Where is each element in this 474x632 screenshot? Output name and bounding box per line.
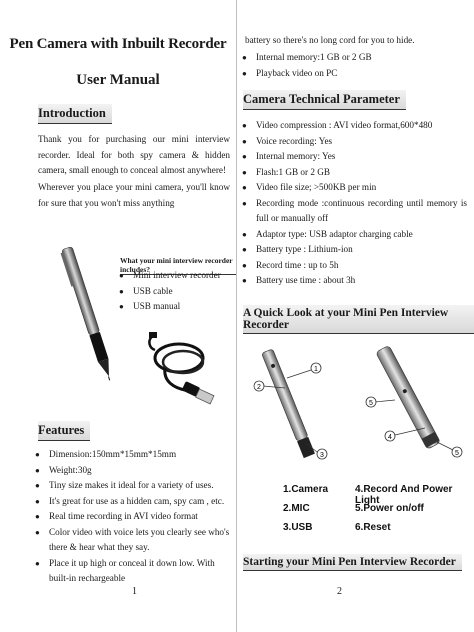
bullet-icon: ● xyxy=(242,198,247,208)
bullet-icon: ● xyxy=(35,496,40,506)
starting-heading: Starting your Mini Pen Interview Recorder xyxy=(243,554,462,571)
list-item: ● Mini interview recorder xyxy=(118,268,236,284)
label-camera: 1.Camera xyxy=(283,484,329,495)
tech-parameter-list xyxy=(241,118,467,289)
bullet-icon: ● xyxy=(35,465,40,475)
bullet-icon: ● xyxy=(35,512,40,521)
bullet-icon: ● xyxy=(35,481,40,490)
introduction-heading: Introduction xyxy=(38,104,112,124)
bullet-icon: ● xyxy=(242,229,247,239)
list-item: ● Battery type : Lithium-ion xyxy=(241,242,467,258)
bullet-icon: ● xyxy=(35,558,40,568)
bullet-icon: ● xyxy=(242,136,247,146)
bullet-icon: ● xyxy=(242,68,247,78)
callout-4: 4 xyxy=(388,434,392,441)
callout-1: 1 xyxy=(314,366,318,373)
bullet-icon: ● xyxy=(119,286,124,296)
bullet-icon: ● xyxy=(242,167,247,177)
callout-2: 2 xyxy=(257,384,261,391)
label-reset: 6.Reset xyxy=(355,522,391,533)
document-title: Pen Camera with Inbuilt Recorder xyxy=(9,36,227,52)
page-number-1: 1 xyxy=(132,586,137,597)
label-power: 5.Power on/off xyxy=(355,503,424,514)
list-item: ● Video compression : AVI video format,600*480 xyxy=(241,118,467,134)
pen-camera-image xyxy=(52,240,122,385)
callout-3: 3 xyxy=(320,452,324,459)
bullet-icon: ● xyxy=(242,152,247,161)
list-item: ● Recording mode :continuous recording until memory is full or manually off xyxy=(242,197,467,223)
page-2 xyxy=(237,0,474,632)
label-record-power-light: 4.Record And Power Light xyxy=(355,484,453,506)
bullet-icon: ● xyxy=(242,53,247,62)
list-item: ● Dimension:150mm*15mm*15mm xyxy=(34,447,234,463)
bullet-icon: ● xyxy=(242,245,247,254)
page-1 xyxy=(0,0,236,632)
list-item: ● Voice recording: Yes xyxy=(241,134,467,150)
document-subtitle: User Manual xyxy=(76,72,160,88)
bullet-icon: ● xyxy=(119,302,124,311)
label-usb: 3.USB xyxy=(283,522,313,533)
tech-parameter-heading: Camera Technical Parameter xyxy=(243,90,406,110)
list-item: ● Tiny size makes it ideal for a variety of uses. xyxy=(34,478,234,494)
top-bullets xyxy=(241,50,469,81)
quick-look-heading: A Quick Look at your Mini Pen Interview Recorder xyxy=(243,305,474,334)
list-item: ● Flash:1 GB or 2 GB xyxy=(241,165,467,181)
list-item: ● Playback video on PC xyxy=(241,66,469,82)
bullet-icon: ● xyxy=(35,527,40,537)
callout-5-left: 5 xyxy=(369,400,373,407)
list-item: ● Place it up high or conceal it down low. With built-in rechargeable xyxy=(35,557,215,583)
list-item: ● It's great for use as a hidden cam, spy cam , etc. xyxy=(34,494,234,510)
page-number-2: 2 xyxy=(337,586,342,597)
list-item: ● Color video with voice lets you clearly see who's there & hear what they say. xyxy=(35,526,230,552)
includes-title: What your mini interview recorder includes? xyxy=(120,256,236,275)
bullet-icon: ● xyxy=(242,183,247,192)
label-mic: 2.MIC xyxy=(283,503,310,514)
list-item: ● USB manual xyxy=(118,299,236,315)
bullet-icon: ● xyxy=(35,450,40,459)
continuation-text: battery so there's no long cord for you to hide. xyxy=(245,35,415,45)
list-item: ● Internal memory: Yes xyxy=(241,149,467,165)
includes-list xyxy=(118,268,236,315)
bullet-icon: ● xyxy=(119,271,124,280)
features-heading: Features xyxy=(38,421,90,441)
list-item: ● Battery use time : about 3h xyxy=(241,273,467,289)
pen-diagram-front xyxy=(251,340,341,470)
list-item: ● Real time recording in AVI video format xyxy=(34,509,234,525)
features-list xyxy=(34,447,234,587)
intro-paragraph-2: Wherever you place your mini camera, you'll know for sure that you won't miss anything xyxy=(38,182,230,208)
list-item: ● Record time : up to 5h xyxy=(241,258,467,274)
list-item: ● Weight:30g xyxy=(34,463,234,479)
pen-diagram-back xyxy=(355,340,465,465)
bullet-icon: ● xyxy=(242,121,247,130)
list-item: ● Internal memory:1 GB or 2 GB xyxy=(241,50,469,66)
bullet-icon: ● xyxy=(242,260,247,270)
list-item: ● USB cable xyxy=(118,284,236,300)
list-item: ● Video file size; >500KB per min xyxy=(241,180,467,196)
intro-paragraph-1: Thank you for purchasing our mini interview recorder. Ideal for both spy camera & hidden camera, small enough to conceal almost anywhere! xyxy=(38,134,230,176)
callout-5: 5 xyxy=(455,450,459,457)
bullet-icon: ● xyxy=(242,276,247,285)
list-item: ● Adaptor type: USB adaptor charging cable xyxy=(241,227,467,243)
usb-cable-image xyxy=(145,330,225,412)
